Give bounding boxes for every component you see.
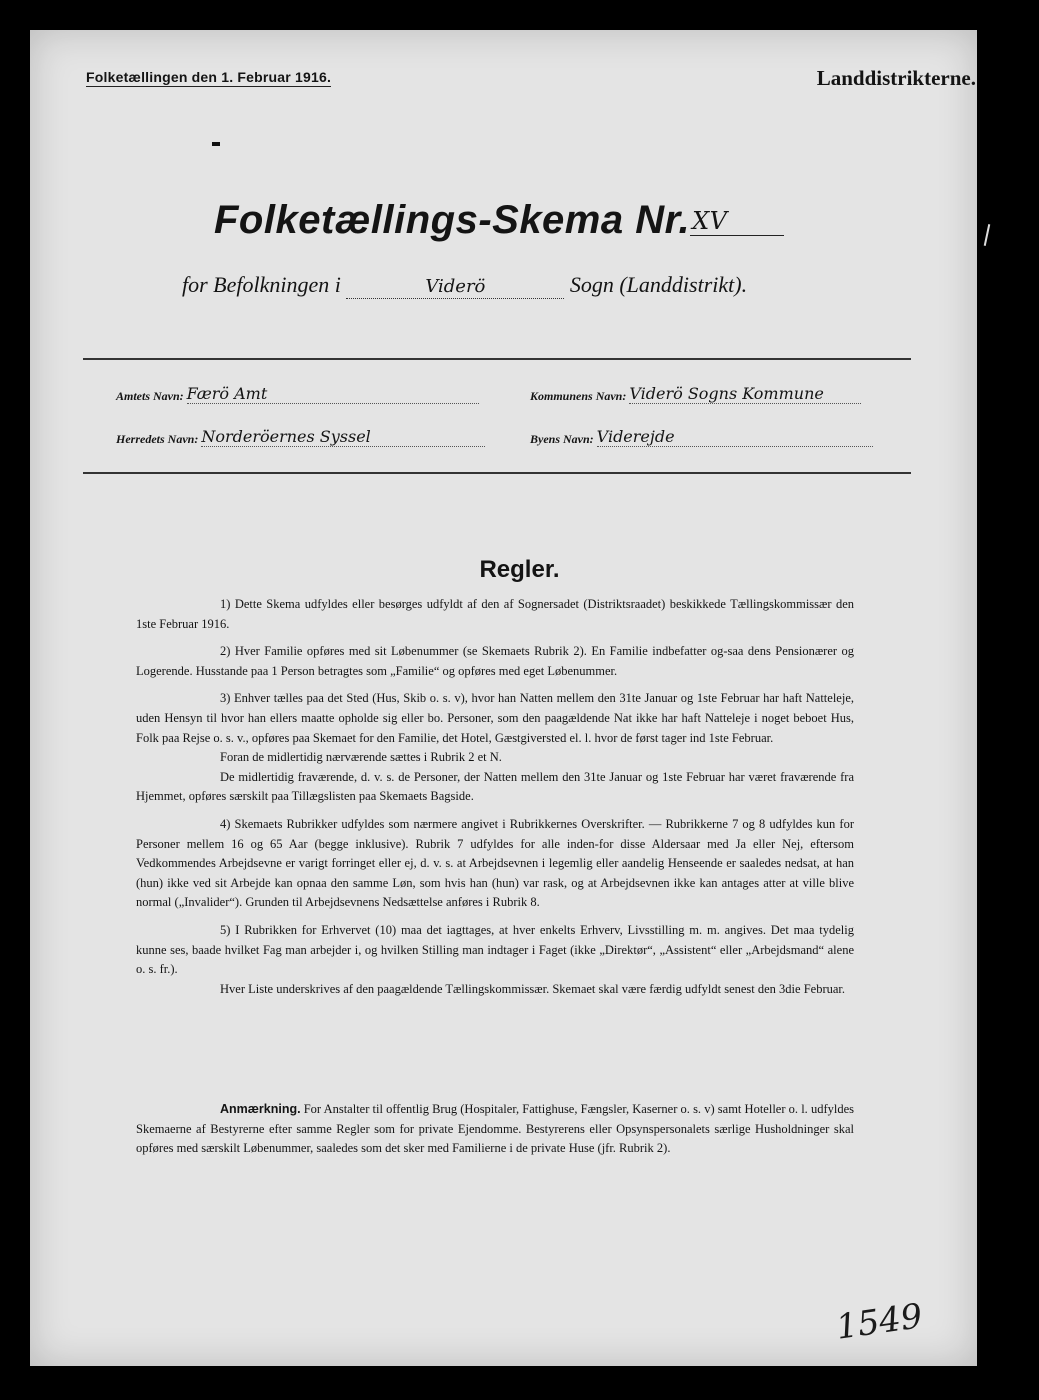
handwritten-page-number: 1549 bbox=[833, 1296, 925, 1348]
population-label: for Befolkningen i bbox=[182, 272, 341, 297]
census-date-header: Folketællingen den 1. Februar 1916. bbox=[86, 69, 332, 85]
amt-label: Amtets Navn: bbox=[116, 389, 184, 403]
form-title bbox=[214, 198, 784, 243]
rule-3-absent-note: De midlertidig fraværende, d. v. s. de Personer, der Natten mellem den 31te Januar og 1ste Februar har været fraværende fra Hjemmet, opføres særskilt paa Tillægslisten paa Skemaets Bagside. bbox=[136, 769, 854, 804]
rule-3-present-note: Foran de midlertidig nærværende sættes i Rubrik 2 et N. bbox=[220, 750, 502, 765]
remark-label: Anmærkning. bbox=[220, 1102, 301, 1116]
form-title-text: Folketællings-Skema Nr. bbox=[214, 198, 691, 242]
rule-5: 5) I Rubrikken for Erhvervet (10) maa det iagttages, at hver enkelts Erhverv, Livsstilling m. m. angives. Det maa tydelig kunne ses, baade hvilket Fag man arbejder i, og hvilken Stilling man indtager i Faget (ikke „Direktør“, „Assistent“ eller „Arbejdsmand“ alene o. s. fr.). bbox=[136, 922, 854, 977]
by-label: Byens Navn: bbox=[530, 432, 594, 446]
district-type-header: Landdistrikterne. bbox=[816, 66, 976, 90]
rule-2: 2) Hver Familie opføres med sit Løbenummer (se Skemaets Rubrik 2). En Familie indbefatter og-saa dens Pensionærer og Logerende. Husstande paa 1 Person betragtes som „Familie“ og opføres med eget Løbenummer. bbox=[136, 644, 854, 678]
parish-handwritten: Viderö bbox=[425, 276, 486, 297]
amt-field bbox=[116, 384, 479, 404]
rule-3: 3) Enhver tælles paa det Sted (Hus, Skib o. s. v), hvor han Natten mellem den 31te Januar og 1ste Februar har haft Natteleje, uden Hensyn til hvor han ellers maatte opholde sig eller bo. Personer, som den paagældende Nat ikke har haft Natteleje i noget beboet Hus, Folk paa Rejse o. s. v., opføres paa Skemaet for den Familie, det Hotel, Gæstgiversted el. l. hvor de først tager ind 1ste Februar. bbox=[136, 691, 854, 745]
amt-value: Færö Amt bbox=[187, 384, 479, 404]
remark-paragraph bbox=[136, 1100, 854, 1159]
bottom-divider bbox=[83, 472, 911, 474]
parish-type-label: Sogn (Landdistrikt). bbox=[569, 272, 748, 297]
edge-mark bbox=[984, 224, 991, 246]
kommune-label: Kommunens Navn: bbox=[530, 389, 627, 403]
rule-signature-note: Hver Liste underskrives af den paagældende Tællingskommissær. Skemaet skal være færdig udfyldt senest den 3die Februar. bbox=[220, 981, 845, 996]
kommune-field bbox=[530, 384, 861, 404]
form-subtitle bbox=[182, 272, 747, 299]
by-value: Viderejde bbox=[597, 427, 873, 447]
rules-list bbox=[136, 595, 854, 999]
rules-heading: Regler. bbox=[479, 556, 560, 583]
form-number-handwritten: XV bbox=[690, 207, 784, 236]
herred-value: Norderöernes Syssel bbox=[201, 427, 485, 447]
ink-dash-mark bbox=[212, 142, 220, 146]
parish-field bbox=[346, 272, 564, 299]
rule-4: 4) Skemaets Rubrikker udfyldes som nærmere angivet i Rubrikkernes Overskrifter. — Rubrikkerne 7 og 8 udfyldes kun for Personer mellem 16 og 65 Aar (begge inklusive). Rubrik 7 udfyldes for alle inden-for disse Aldersaar med Ja eller Nej, eftersom Vedkommendes Arbejdsevne er varigt forringet eller ej, d. v. s. at Arbejdsevnen i legemlig eller aandelig Henseende er saaledes nedsat, at han (hun) ikke ved sit Arbejde kan opnaa den samme Løn, som hvis han (hun) var rask, og at Arbejdsevnen ikke kan antages atter at ville blive normal („Invalider“). Grunden til Arbejdsevnens Nedsættelse anføres i Rubrik 8. bbox=[136, 816, 854, 910]
remark-text: For Anstalter til offentlig Brug (Hospitaler, Fattighuse, Fængsler, Kaserner o. s. v) samt Hoteller o. l. udfyldes Skemaerne af Bestyrerne efter samme Regler som for private Ejendomme. Bestyrerens eller Opsynspersonalets særlige Husholdninger skal opføres med særskilt Løbenummer, saaledes som det sker med Familierne i de private Huse (jfr. Rubrik 2). bbox=[136, 1102, 855, 1156]
by-field bbox=[530, 427, 873, 447]
rule-1: 1) Dette Skema udfyldes eller besørges udfyldt af den af Sognersadet (Distriktsraadet) beskikkede Tællingskommissær den 1ste Februar 1916. bbox=[136, 597, 854, 631]
top-divider bbox=[83, 358, 911, 360]
kommune-value: Viderö Sogns Kommune bbox=[629, 384, 861, 404]
herred-field bbox=[116, 427, 485, 447]
herred-label: Herredets Navn: bbox=[116, 432, 199, 446]
